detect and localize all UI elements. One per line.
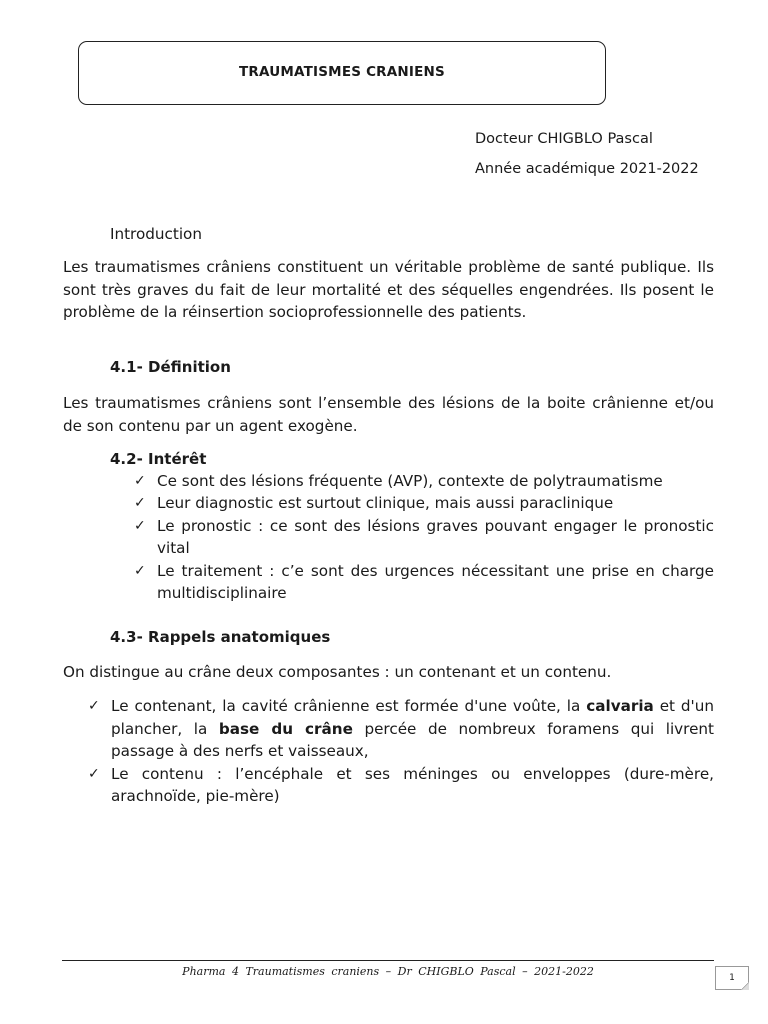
list-item: ✓ Leur diagnostic est surtout clinique, mais aussi paraclinique xyxy=(134,492,714,514)
page-number: 1 xyxy=(715,966,749,990)
checkmark-icon: ✓ xyxy=(134,473,146,489)
term-calvaria: calvaria xyxy=(586,697,654,715)
checkmark-icon: ✓ xyxy=(88,765,100,782)
author-name: Docteur CHIGBLO Pascal xyxy=(475,131,653,147)
page-fold-icon xyxy=(741,982,749,990)
checkmark-icon: ✓ xyxy=(134,495,146,512)
document-title: TRAUMATISMES CRANIENS xyxy=(239,64,445,80)
term-base-du-crane: base du crâne xyxy=(218,719,353,738)
checkmark-icon: ✓ xyxy=(134,517,146,534)
checkmark-icon: ✓ xyxy=(88,698,100,714)
intro-paragraph: Les traumatismes crâniens constituent un véritable problème de santé publique. Ils sont très graves du fait de leur mortalité et des séquelles engendrées. Ils posent le problème de la réinsertion socioprofessionnelle des patients. xyxy=(63,258,714,321)
academic-year: Année académique 2021-2022 xyxy=(475,161,699,177)
list-item: ✓ Le pronostic : ce sont des lésions graves pouvant engager le pronostic vital xyxy=(134,516,714,558)
list-item: ✓ Le contenant, la cavité crânienne est formée d'une voûte, la calvaria et d'un plancher, la base du crâne percée de nombreux foramens qui livrent passage à des nerfs et vaisseaux, xyxy=(88,697,715,761)
intro-heading: Introduction xyxy=(110,225,202,243)
footer-divider xyxy=(62,960,714,961)
definition-heading: 4.1- Définition xyxy=(110,358,231,376)
list-item: ✓ Ce sont des lésions fréquente (AVP), contexte de polytraumatisme xyxy=(134,470,714,492)
rappels-paragraph: On distingue au crâne deux composantes : un contenant et un contenu. xyxy=(63,663,612,681)
interet-heading: 4.2- Intérêt xyxy=(110,450,207,468)
checkmark-icon: ✓ xyxy=(134,562,146,579)
interet-list xyxy=(134,470,714,604)
title-box xyxy=(78,41,606,105)
rappels-list xyxy=(88,695,714,808)
list-item: ✓ Le traitement : c’e sont des urgences nécessitant une prise en charge multidisciplinaire xyxy=(134,561,714,603)
page-footer: Pharma 4 Traumatismes craniens – Dr CHIGBLO Pascal – 2021-2022 xyxy=(182,965,594,978)
rappels-heading: 4.3- Rappels anatomiques xyxy=(110,628,331,646)
list-item: ✓ Le contenu : l’encéphale et ses méninges ou enveloppes (dure-mère, arachnoïde, pie-mère) xyxy=(88,764,714,806)
definition-paragraph: Les traumatismes crâniens sont l’ensemble des lésions de la boite crânienne et/ou de son contenu par un agent exogène. xyxy=(63,394,714,435)
